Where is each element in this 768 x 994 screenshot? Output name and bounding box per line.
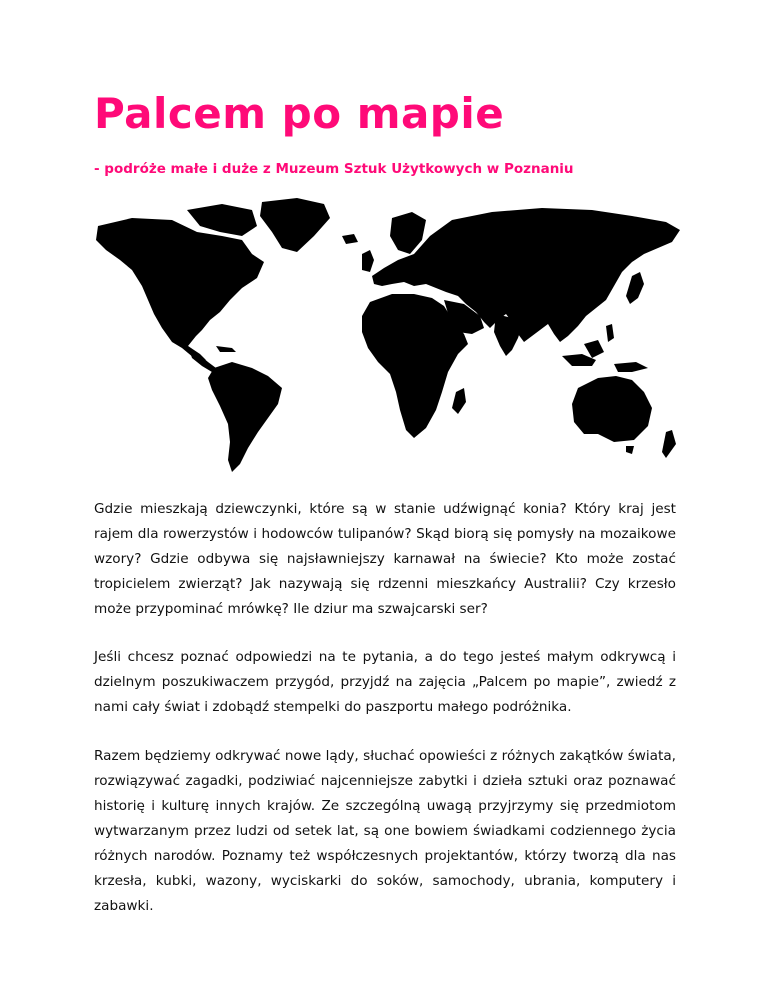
borneo-shape [584, 340, 604, 358]
australia-shape [572, 376, 652, 442]
british-isles-shape [362, 250, 374, 272]
caribbean-shape [216, 346, 236, 352]
japan-shape [626, 272, 644, 304]
iceland-shape [342, 234, 358, 244]
new-guinea-shape [614, 362, 648, 372]
page-subtitle: - podróże małe i duże z Muzeum Sztuk Użytkowych w Poznaniu [94, 161, 574, 177]
arctic-islands-shape [187, 204, 257, 236]
tasmania-shape [626, 446, 634, 454]
philippines-shape [606, 324, 614, 342]
south-america-shape [208, 362, 282, 472]
central-america-shape [188, 346, 216, 372]
paragraph-invitation: Jeśli chcesz poznać odpowiedzi na te pytania, a do tego jesteś małym odkrywcą i dzielnym poszukiwaczem przygód, przyjdź na zajęcia „Palcem po mapie”, zwiedź z nami cały świat i zdobądź stempelki do paszportu małego podróżnika. [94, 649, 676, 715]
greenland-shape [260, 198, 330, 252]
madagascar-shape [452, 388, 466, 414]
paragraph-questions: Gdzie mieszkają dziewczynki, które są w stanie udźwignąć konia? Który kraj jest rajem dla rowerzystów i hodowców tulipanów? Skąd biorą się pomysły na mozaikowe wzory? Gdzie odbywa się najsławniejszy karnawał na świecie? Kto może zostać tropicielem zwierząt? Jak nazywają się rdzenni mieszkańcy Australii? Czy krzesło może przypominać mrówkę? Ile dziur ma szwajcarski ser? [94, 501, 676, 617]
new-zealand-shape [662, 430, 676, 458]
page-title: Palcem po mapie [94, 89, 505, 138]
north-america-shape [96, 218, 264, 360]
world-map-image [92, 196, 682, 476]
paragraph-program: Razem będziemy odkrywać nowe lądy, słuchać opowieści z różnych zakątków świata, rozwiązywać zagadki, podziwiać najcenniejsze zabytki i dzieła sztuki oraz poznawać historię i kulturę innych krajów. Ze szczególną uwagą przyjrzymy się przedmiotom wytwarzanym przez ludzi od setek lat, są one bowiem świadkami codziennego życia różnych narodów. Poznamy też współczesnych projektantów, którzy tworzą dla nas krzesła, kubki, wazony, wyciskarki do soków, samochody, ubrania, komputery i zabawki. [94, 748, 676, 914]
